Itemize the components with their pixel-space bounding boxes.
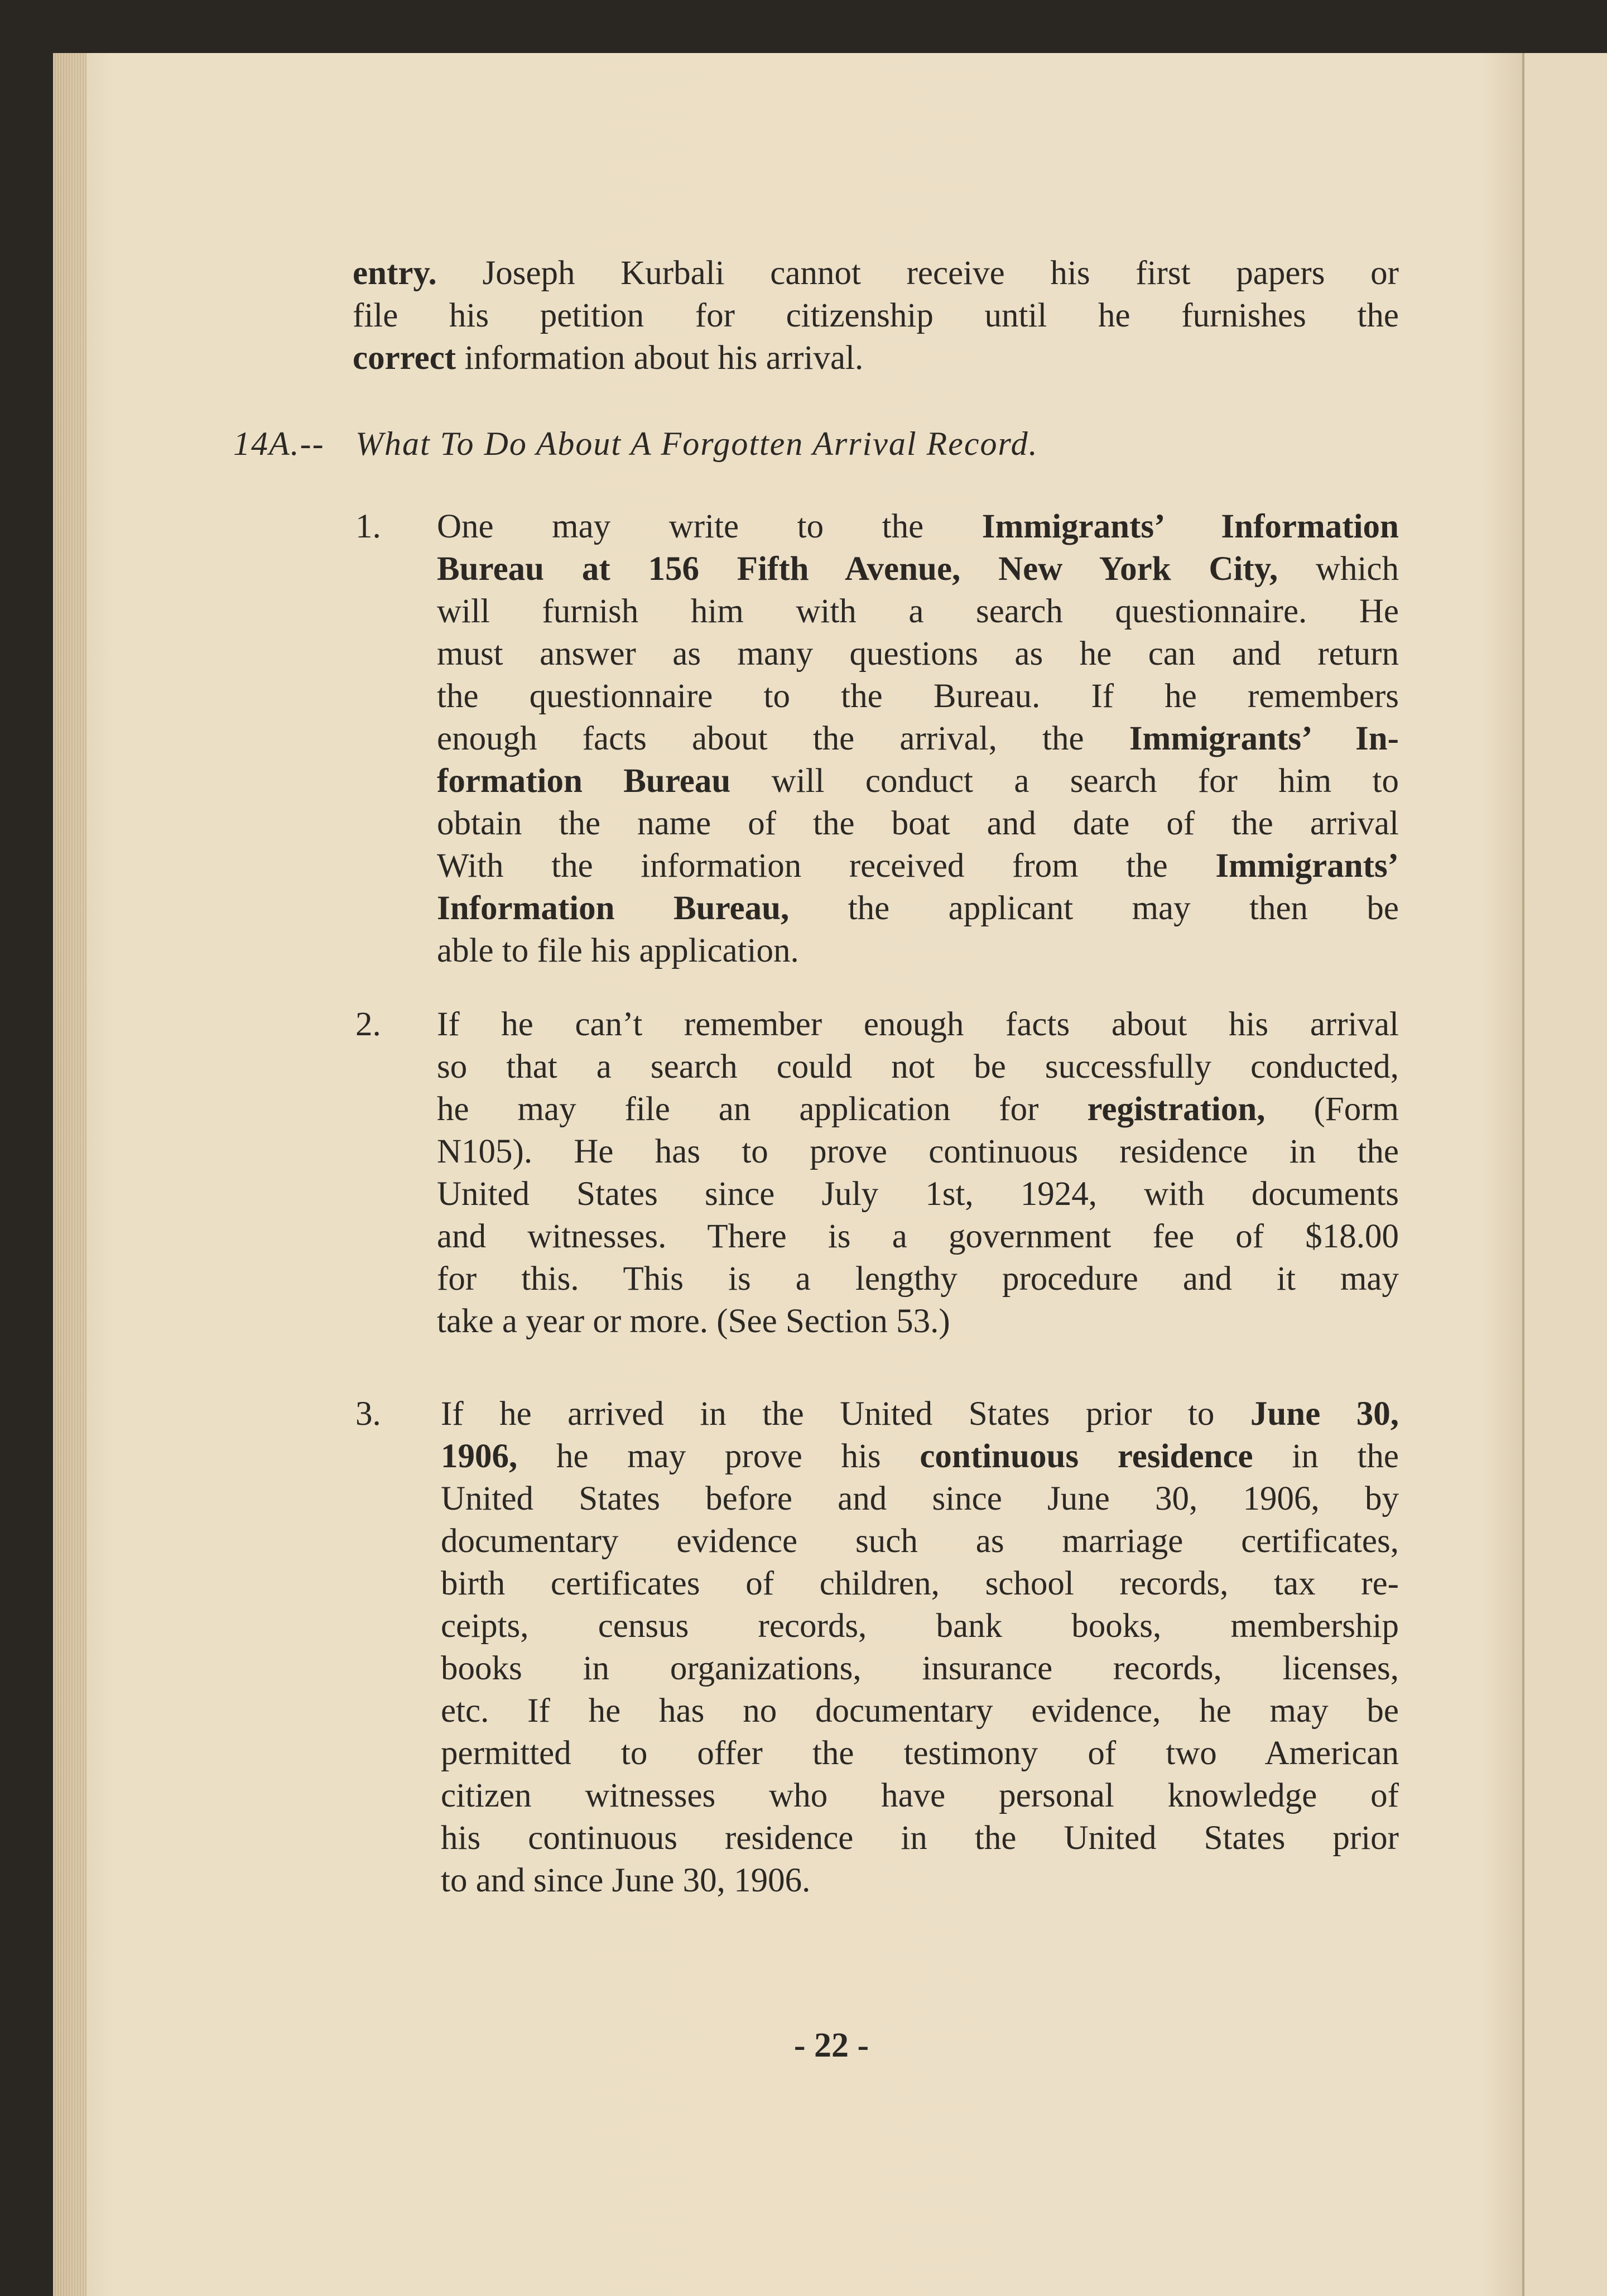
text-line [437, 845, 1399, 887]
text-segment: (Form [1265, 1091, 1399, 1128]
bold-text: Bureau at 156 Fifth Avenue, New York City, [437, 550, 1278, 588]
text-line [441, 1435, 1399, 1478]
facing-page-edge [1522, 53, 1607, 2296]
text-line [437, 1258, 1399, 1300]
page-number: - 22 - [793, 2026, 869, 2064]
text-segment: will conduct a search for him to [730, 762, 1399, 800]
text-line [441, 1732, 1399, 1775]
list-item-1 [437, 506, 1399, 972]
item-number: 1. [355, 508, 381, 545]
text-line [441, 1647, 1399, 1690]
text-segment: If he can’t remember enough facts about his arrival [437, 1006, 1399, 1043]
text-segment: With the information received from the [437, 847, 1216, 885]
text-segment: United States since July 1st, 1924, with documents [437, 1175, 1399, 1213]
list-item-2 [437, 1003, 1399, 1343]
text-segment: to and since June 30, 1906. [441, 1862, 811, 1899]
text-line [441, 1817, 1399, 1860]
text-line [353, 295, 1399, 337]
text-line [437, 590, 1399, 633]
text-segment: he may file an application for [437, 1091, 1088, 1128]
text-line [437, 548, 1399, 590]
list-item-3 [441, 1393, 1399, 1902]
text-segment: the applicant may then be [789, 890, 1399, 927]
text-line [437, 1088, 1399, 1131]
text-segment: so that a search could not be successfully conducted, [437, 1048, 1399, 1085]
item-number: 3. [355, 1395, 381, 1433]
text-line [441, 1605, 1399, 1647]
text-line [441, 1860, 1399, 1902]
bold-text: formation Bureau [437, 762, 731, 800]
section-heading: What To Do About A Forgotten Arrival Record. [355, 425, 1038, 462]
text-line [437, 718, 1399, 760]
text-segment: he may prove his [517, 1438, 920, 1475]
text-line [441, 1393, 1399, 1435]
page-edges [53, 53, 86, 2296]
text-segment: his continuous residence in the United States prior [441, 1819, 1399, 1857]
text-line [437, 803, 1399, 845]
text-line [437, 675, 1399, 718]
text-line [437, 1046, 1399, 1088]
text-segment: books in organizations, insurance records, licenses, [441, 1650, 1399, 1687]
text-line [437, 1300, 1399, 1343]
text-segment: which [1278, 550, 1399, 588]
text-segment: enough facts about the arrival, the [437, 720, 1129, 757]
text-segment: permitted to offer the testimony of two American [441, 1735, 1399, 1772]
text-segment: and witnesses. There is a government fee of $18.00 [437, 1218, 1399, 1255]
bold-text: Information Bureau, [437, 890, 790, 927]
bold-text: registration, [1087, 1091, 1266, 1128]
text-segment: United States before and since June 30, 1906, by [441, 1480, 1399, 1517]
text-segment: information about his arrival. [456, 339, 864, 377]
text-segment: Joseph Kurbali cannot receive his first papers or [436, 254, 1399, 292]
text-line [441, 1563, 1399, 1605]
text-segment: birth certificates of children, school records, tax re- [441, 1565, 1399, 1602]
bold-text: Immigrants’ Information [981, 508, 1399, 545]
text-segment: file his petition for citizenship until he furnishes the [353, 297, 1399, 334]
text-line [437, 1216, 1399, 1258]
bold-text: Immigrants’ In- [1129, 720, 1399, 757]
text-line [437, 1131, 1399, 1173]
text-line [437, 1003, 1399, 1046]
text-segment: must answer as many questions as he can and return [437, 635, 1399, 673]
bold-text: continuous residence [920, 1438, 1253, 1475]
text-line [353, 337, 1399, 380]
text-line [441, 1520, 1399, 1563]
text-line [437, 887, 1399, 930]
text-segment: N105). He has to prove continuous residence in the [437, 1133, 1399, 1170]
text-line [441, 1478, 1399, 1520]
text-segment: citizen witnesses who have personal knowledge of [441, 1777, 1399, 1814]
text-line [437, 760, 1399, 803]
bold-text: 1906, [441, 1438, 518, 1475]
text-line [437, 930, 1399, 972]
text-segment: the questionnaire to the Bureau. If he remembers [437, 678, 1399, 715]
text-line [353, 252, 1399, 295]
text-line [441, 1775, 1399, 1817]
text-segment: One may write to the [437, 508, 982, 545]
bold-text: Immigrants’ [1215, 847, 1399, 885]
bold-text: correct [353, 339, 456, 377]
text-segment: take a year or more. (See Section 53.) [437, 1303, 950, 1340]
text-segment: etc. If he has no documentary evidence, he may be [441, 1692, 1399, 1730]
item-number: 2. [355, 1006, 381, 1043]
text-segment: in the [1253, 1438, 1399, 1475]
text-segment: If he arrived in the United States prior to [441, 1395, 1250, 1433]
text-segment: will furnish him with a search questionnaire. He [437, 593, 1399, 630]
intro-paragraph [353, 252, 1399, 380]
text-segment: ceipts, census records, bank books, membership [441, 1607, 1399, 1645]
text-line [441, 1690, 1399, 1732]
text-line [437, 506, 1399, 548]
text-segment: able to file his application. [437, 932, 799, 969]
text-segment: for this. This is a lengthy procedure and it may [437, 1260, 1399, 1298]
section-number: 14A.-- [233, 425, 325, 462]
text-segment: documentary evidence such as marriage certificates, [441, 1522, 1399, 1560]
bold-text: entry. [353, 254, 437, 292]
text-line [437, 633, 1399, 675]
text-line [437, 1173, 1399, 1216]
bold-text: June 30, [1250, 1395, 1399, 1433]
text-segment: obtain the name of the boat and date of the arrival [437, 805, 1399, 842]
